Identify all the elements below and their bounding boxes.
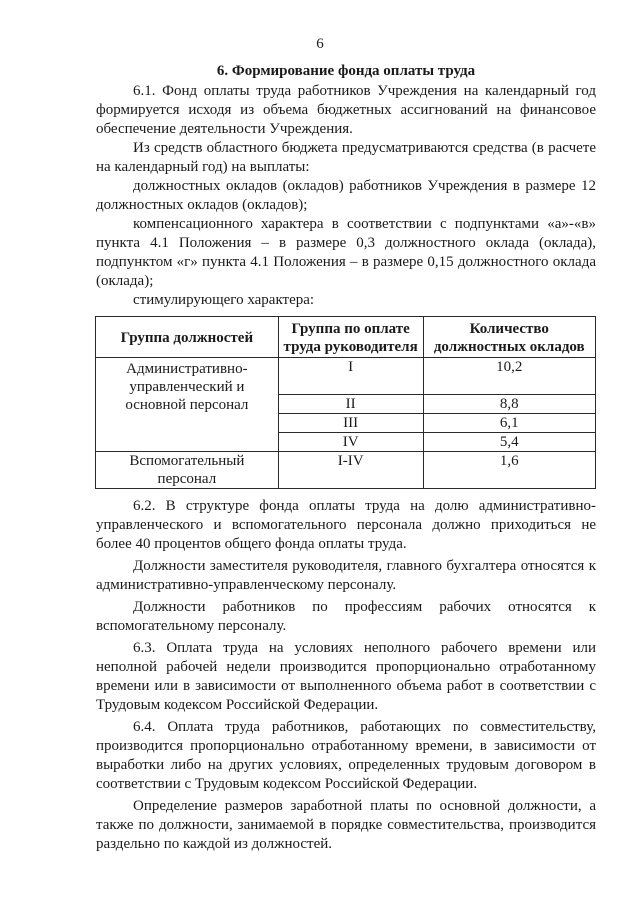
table-cell-value: 10,2 [423, 358, 596, 395]
page-number: 6 [316, 36, 324, 52]
table-header: Группа должностей [96, 317, 279, 358]
paragraph: Должности заместителя руководителя, главного бухгалтера относятся к административно-управленческому персоналу. [96, 558, 596, 593]
paragraph: 6.2. В структуре фонда оплаты труда на долю административно-управленческого и вспомогательного персонала должно приходиться не более 40 процентов общего фонда оплаты труда. [96, 498, 596, 552]
table-cell-grade: II [278, 395, 423, 414]
table-cell-value: 5,4 [423, 433, 596, 452]
table-cell-value: 1,6 [423, 452, 596, 489]
table-row [96, 358, 596, 395]
table-cell-grade: I [278, 358, 423, 395]
table-cell-group: Административно-управленческий и основной персонал [96, 358, 279, 452]
paragraph: Из средств областного бюджета предусматриваются средства (в расчете на календарный год) на выплаты: [96, 140, 596, 175]
table-cell-value: 6,1 [423, 414, 596, 433]
paragraph: Должности работников по профессиям рабочих относятся к вспомогательному персоналу. [96, 599, 596, 634]
table-header-row [96, 317, 596, 358]
paragraph: 6.1. Фонд оплаты труда работников Учреждения на календарный год формируется исходя из объема бюджетных ассигнований на финансовое обеспечение деятельности Учреждения. [96, 83, 596, 137]
table-cell-value: 8,8 [423, 395, 596, 414]
page-content [96, 62, 596, 854]
table-cell-grade: I-IV [278, 452, 423, 489]
table-header: Группа по оплате труда руководителя [278, 317, 423, 358]
paragraph: 6.4. Оплата труда работников, работающих по совместительству, производится пропорционально отработанному времени, в зависимости от выработки либо на других условиях, определенных трудовым договором в соответствии с Трудовым кодексом Российской Федерации. [96, 719, 596, 792]
section-title: 6. Формирование фонда оплаты труда [216, 63, 476, 79]
paragraph: Определение размеров заработной платы по основной должности, а также по должности, занимаемой в порядке совместительства, производится раздельно по каждой из должностей. [96, 798, 596, 852]
table-cell-grade: IV [278, 433, 423, 452]
table-row [96, 452, 596, 489]
paragraph: должностных окладов (окладов) работников Учреждения в размере 12 должностных окладов (окладов); [96, 178, 596, 213]
paragraph: 6.3. Оплата труда на условиях неполного рабочего времени или неполной рабочей недели производится пропорционально отработанному времени или в зависимости от выполненного объема работ в соответствии с Трудовым кодексом Российской Федерации. [96, 640, 596, 713]
table-cell-group: Вспомогательный персонал [96, 452, 279, 489]
paragraph: компенсационного характера в соответствии с подпунктами «а»-«в» пункта 4.1 Положения – в размере 0,3 должностного оклада (оклада), подпунктом «г» пункта 4.1 Положения – в размере 0,15 должностного оклада (оклада); [96, 216, 596, 289]
salary-table [95, 316, 596, 489]
paragraph: стимулирующего характера: [133, 292, 315, 308]
table-cell-grade: III [278, 414, 423, 433]
table-header: Количество должностных окладов [423, 317, 596, 358]
